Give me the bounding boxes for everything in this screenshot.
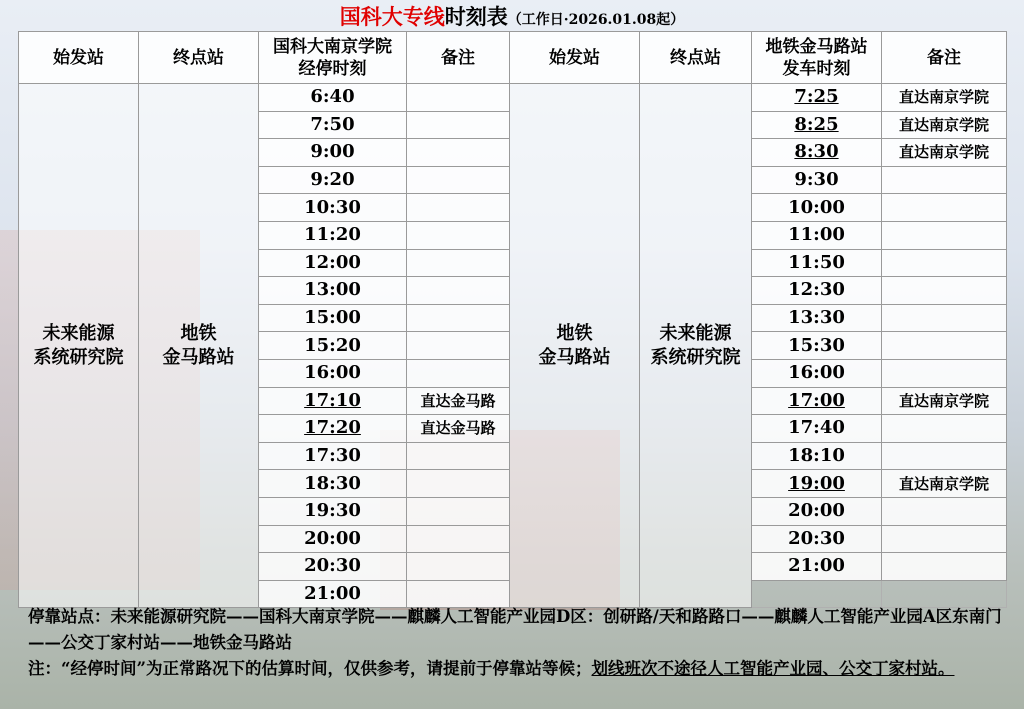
right-departure-time xyxy=(752,249,882,277)
left-stop-time xyxy=(259,277,407,305)
left-note xyxy=(407,553,510,581)
right-note: 直达南京学院 xyxy=(882,84,1007,112)
right-departure-time-text: 13:30 xyxy=(788,307,845,329)
left-stop-time xyxy=(259,249,407,277)
left-note xyxy=(407,332,510,360)
footer-note-underlined: 划线班次不途径人工智能产业园、公交丁家村站。 xyxy=(591,659,955,678)
left-stop-time xyxy=(259,553,407,581)
left-note xyxy=(407,221,510,249)
footer-note-text: 注：“经停时间”为正常路况下的估算时间，仅供参考，请提前于停靠站等候； xyxy=(28,659,592,678)
right-departure-time-text: 9:30 xyxy=(794,169,839,191)
left-stop-time xyxy=(259,387,407,415)
left-origin-station: 未来能源 系统研究院 xyxy=(19,84,139,608)
table-row xyxy=(19,84,1007,112)
right-departure-time xyxy=(752,166,882,194)
title-effective-date: （工作日·2026.01.08起） xyxy=(507,12,685,28)
right-departure-time-text: 16:00 xyxy=(788,362,845,384)
right-note: 直达南京学院 xyxy=(882,470,1007,498)
header-stop-time-left: 国科大南京学院 经停时刻 xyxy=(259,32,407,84)
right-destination-station: 未来能源 系统研究院 xyxy=(640,84,752,608)
left-note xyxy=(407,359,510,387)
left-stop-time xyxy=(259,332,407,360)
left-stop-time-text: 9:00 xyxy=(310,141,355,163)
right-departure-time xyxy=(752,277,882,305)
right-departure-time xyxy=(752,111,882,139)
right-departure-time-text: 12:30 xyxy=(788,279,845,301)
right-note xyxy=(882,442,1007,470)
left-note xyxy=(407,497,510,525)
right-note: 直达南京学院 xyxy=(882,139,1007,167)
right-departure-time xyxy=(752,221,882,249)
right-note xyxy=(882,304,1007,332)
right-departure-time xyxy=(752,442,882,470)
left-stop-time xyxy=(259,497,407,525)
right-note xyxy=(882,277,1007,305)
left-stop-time-text: 20:00 xyxy=(304,527,361,549)
left-stop-time xyxy=(259,470,407,498)
right-note xyxy=(882,497,1007,525)
left-stop-time-text: 19:30 xyxy=(304,500,361,522)
right-note xyxy=(882,359,1007,387)
footer-note xyxy=(28,656,1003,682)
left-stop-time-text: 10:30 xyxy=(304,196,361,218)
left-stop-time-text: 15:20 xyxy=(304,334,361,356)
left-note xyxy=(407,111,510,139)
left-stop-time-text: 17:30 xyxy=(304,445,361,467)
left-stop-time-text: 7:50 xyxy=(310,113,355,135)
left-note xyxy=(407,304,510,332)
right-departure-time-text: 20:30 xyxy=(788,527,845,549)
left-stop-time xyxy=(259,139,407,167)
right-departure-time xyxy=(752,139,882,167)
right-note xyxy=(882,221,1007,249)
left-note xyxy=(407,277,510,305)
right-departure-time-text: 10:00 xyxy=(788,196,845,218)
right-departure-time-text: 11:00 xyxy=(788,224,845,246)
left-note xyxy=(407,249,510,277)
left-stop-time-text: 16:00 xyxy=(304,362,361,384)
right-note: 直达南京学院 xyxy=(882,111,1007,139)
right-note xyxy=(882,525,1007,553)
right-note xyxy=(882,415,1007,443)
left-stop-time xyxy=(259,194,407,222)
title-route-name: 国科大专线 xyxy=(339,4,445,29)
header-destination-right: 终点站 xyxy=(640,32,752,84)
footer-stops: 停靠站点：未来能源研究院——国科大南京学院——麒麟人工智能产业园D区：创研路/天和路路口——麒麟人工智能产业园A区东南门——公交丁家村站——地铁金马路站 xyxy=(28,607,1002,652)
right-departure-time-text: 18:10 xyxy=(788,445,845,467)
right-departure-time xyxy=(752,497,882,525)
right-departure-time-text: 8:30 xyxy=(794,141,839,163)
left-note xyxy=(407,84,510,112)
left-stop-time-text: 17:20 xyxy=(304,417,361,439)
right-departure-time-text: 11:50 xyxy=(788,251,845,273)
left-stop-time xyxy=(259,359,407,387)
left-note xyxy=(407,442,510,470)
left-stop-time xyxy=(259,84,407,112)
left-stop-time xyxy=(259,221,407,249)
right-departure-time xyxy=(752,470,882,498)
left-note xyxy=(407,166,510,194)
left-stop-time-text: 11:20 xyxy=(304,224,361,246)
left-stop-time-text: 18:30 xyxy=(304,472,361,494)
right-departure-time-text: 21:00 xyxy=(788,555,845,577)
header-origin-left: 始发站 xyxy=(19,32,139,84)
left-stop-time-text: 20:30 xyxy=(304,555,361,577)
right-departure-time xyxy=(752,84,882,112)
right-departure-time xyxy=(752,304,882,332)
header-origin-right: 始发站 xyxy=(510,32,640,84)
header-destination-left: 终点站 xyxy=(139,32,259,84)
left-note: 直达金马路 xyxy=(407,387,510,415)
left-note xyxy=(407,194,510,222)
right-departure-time-text: 20:00 xyxy=(788,500,845,522)
left-stop-time-text: 17:10 xyxy=(304,389,361,411)
left-stop-time xyxy=(259,442,407,470)
right-departure-time xyxy=(752,194,882,222)
page-title xyxy=(0,4,1024,33)
right-note xyxy=(882,249,1007,277)
timetable xyxy=(18,31,1007,608)
right-note xyxy=(882,194,1007,222)
right-note xyxy=(882,553,1007,581)
right-note xyxy=(882,166,1007,194)
header-departure-time-right: 地铁金马路站 发车时刻 xyxy=(752,32,882,84)
right-departure-time xyxy=(752,359,882,387)
left-note: 直达金马路 xyxy=(407,415,510,443)
right-departure-time-text: 8:25 xyxy=(794,113,839,135)
left-stop-time-text: 13:00 xyxy=(304,279,361,301)
header-note-left: 备注 xyxy=(407,32,510,84)
right-origin-station: 地铁 金马路站 xyxy=(510,84,640,608)
left-stop-time xyxy=(259,525,407,553)
header-note-right: 备注 xyxy=(882,32,1007,84)
right-departure-time-text: 15:30 xyxy=(788,334,845,356)
right-departure-time-text: 17:40 xyxy=(788,417,845,439)
left-stop-time-text: 6:40 xyxy=(310,86,355,108)
left-note xyxy=(407,525,510,553)
right-note xyxy=(882,332,1007,360)
title-label: 时刻表 xyxy=(444,4,508,29)
right-departure-time xyxy=(752,553,882,581)
right-departure-time xyxy=(752,332,882,360)
left-stop-time-text: 9:20 xyxy=(310,169,355,191)
left-stop-time xyxy=(259,415,407,443)
right-departure-time xyxy=(752,415,882,443)
right-departure-time xyxy=(752,525,882,553)
left-note xyxy=(407,139,510,167)
footer-notes xyxy=(28,604,1003,682)
left-stop-time xyxy=(259,111,407,139)
left-stop-time-text: 15:00 xyxy=(304,307,361,329)
right-departure-time-text: 17:00 xyxy=(788,389,845,411)
right-departure-time-text: 19:00 xyxy=(788,472,845,494)
left-note xyxy=(407,470,510,498)
right-note: 直达南京学院 xyxy=(882,387,1007,415)
right-departure-time xyxy=(752,387,882,415)
left-destination-station: 地铁 金马路站 xyxy=(139,84,259,608)
header-row xyxy=(19,32,1007,84)
left-stop-time xyxy=(259,166,407,194)
left-stop-time-text: 21:00 xyxy=(304,582,361,604)
right-departure-time-text: 7:25 xyxy=(794,86,839,108)
left-stop-time xyxy=(259,304,407,332)
left-stop-time-text: 12:00 xyxy=(304,251,361,273)
